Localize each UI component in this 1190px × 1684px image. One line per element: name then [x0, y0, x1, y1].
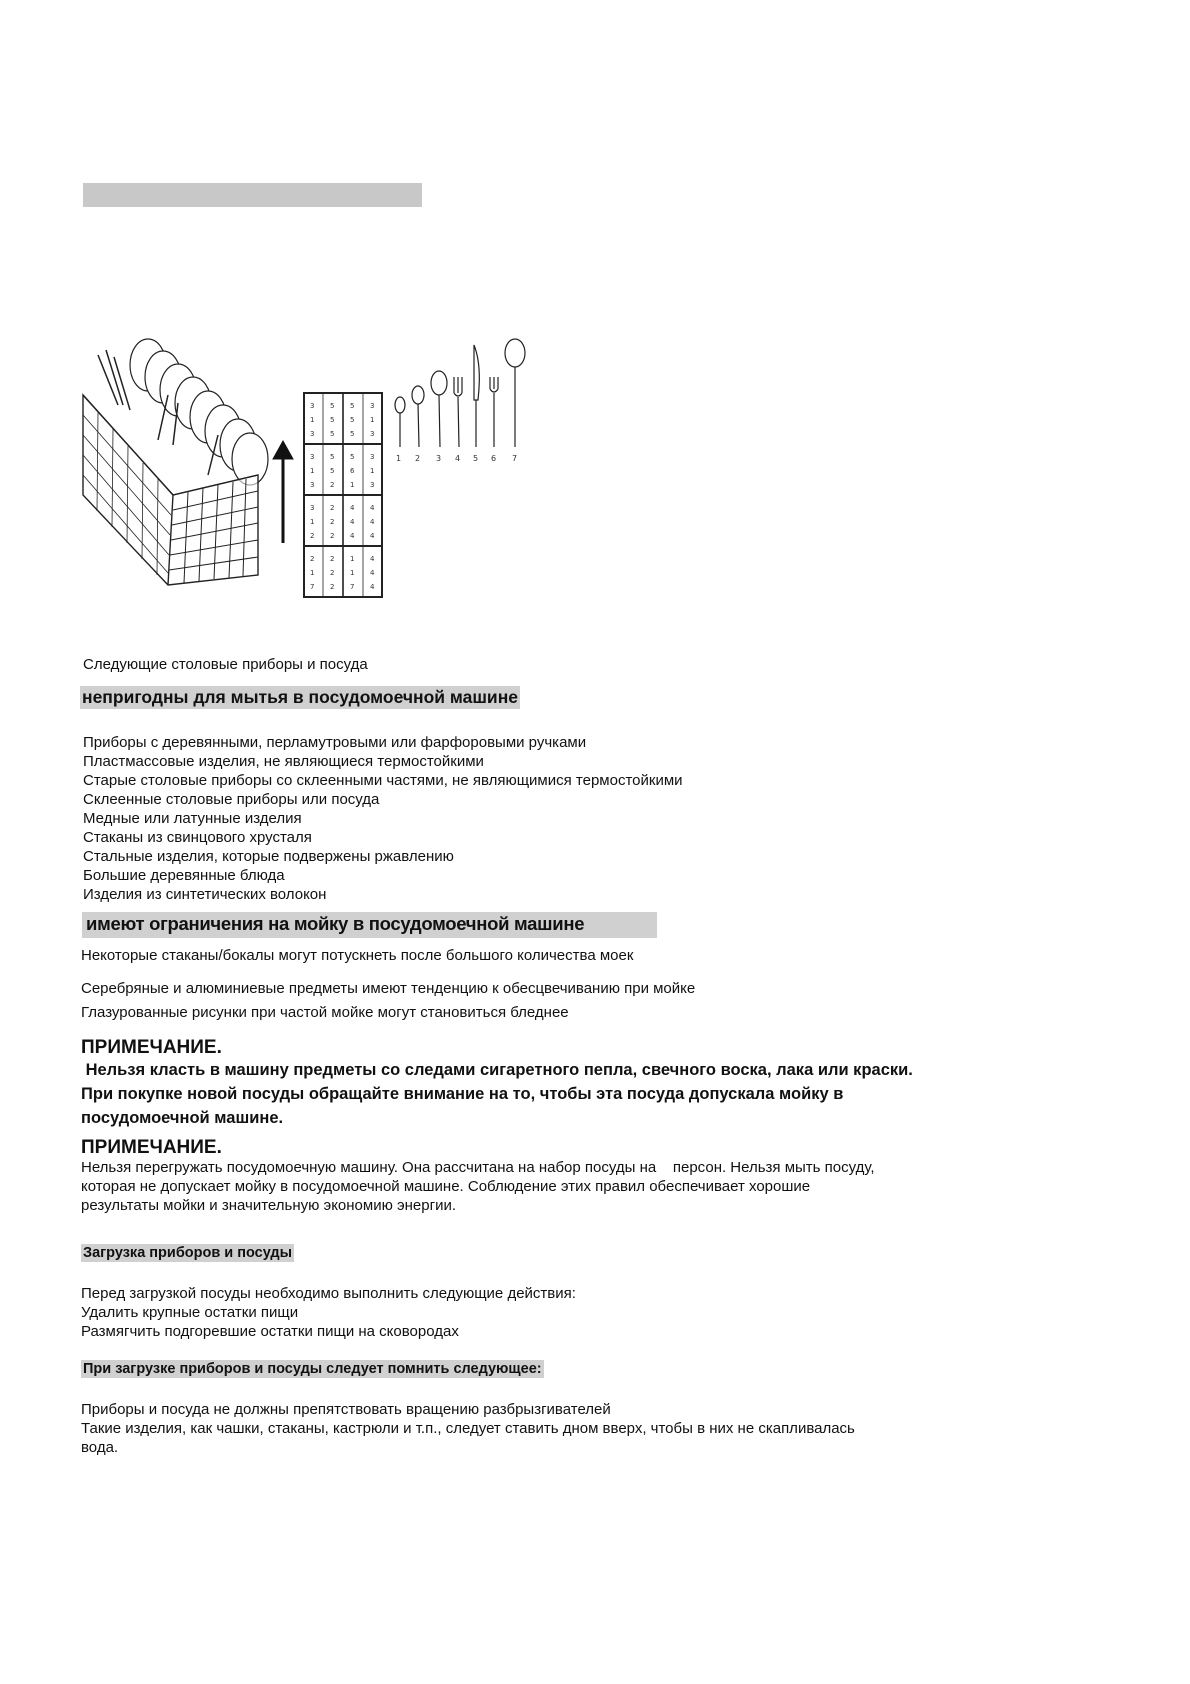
grid-number: 2	[330, 583, 335, 591]
limited-item-3: Глазурованные рисунки при частой мойке могут становиться бледнее	[81, 1004, 569, 1021]
grid-number: 4	[370, 504, 375, 512]
loading-line: Удалить крупные остатки пищи	[81, 1304, 299, 1321]
grid-number: 4	[370, 532, 375, 540]
grid-number: 2	[330, 555, 335, 563]
limited-item-2: Серебряные и алюминиевые предметы имеют тенденцию к обесцвечиванию при мойке	[81, 980, 696, 997]
note-2-body	[81, 1158, 875, 1215]
loading-line: Размягчить подгоревшие остатки пищи на сковородах	[81, 1323, 459, 1340]
grid-number: 5	[330, 430, 335, 438]
list-item: Медные или латунные изделия	[83, 810, 302, 827]
grid-number: 1	[310, 467, 315, 475]
grid-number: 5	[350, 416, 355, 424]
cutlery-basket-figure	[78, 335, 548, 615]
note-2-title: ПРИМЕЧАНИЕ.	[81, 1137, 222, 1158]
loading-body	[81, 1284, 576, 1341]
list-item: Приборы с деревянными, перламутровыми или фарфоровыми ручками	[83, 734, 587, 751]
list-item: Старые столовые приборы со склеенными частями, не являющимися термостойкими	[83, 772, 683, 789]
grid-number: 1	[310, 416, 315, 424]
grid-number: 6	[350, 467, 355, 475]
cutlery-number: 2	[415, 454, 421, 463]
header-bar	[83, 183, 422, 207]
limited-item-1: Некоторые стаканы/бокалы могут потускнеть после большого количества моек	[81, 947, 634, 964]
list-item: Стаканы из свинцового хрусталя	[83, 829, 312, 846]
cutlery-number: 5	[473, 454, 479, 463]
cutlery-number-labels	[396, 454, 517, 463]
note-2-line: Нельзя перегружать посудомоечную машину. Она рассчитана на набор посуды на персон. Нельзя мыть посуду,	[81, 1159, 875, 1176]
limited-heading: имеют ограничения на мойку в посудомоечной машине	[82, 912, 657, 938]
note-2-line: результаты мойки и значительную экономию энергии.	[81, 1197, 457, 1214]
remember-line: Такие изделия, как чашки, стаканы, кастрюли и т.п., следует ставить дном вверх, чтобы в них не скапливалась	[81, 1420, 855, 1437]
unsuitable-list	[83, 733, 683, 904]
grid-number: 2	[330, 504, 335, 512]
grid-number: 2	[330, 481, 335, 489]
cutlery-set-illustration	[395, 339, 525, 447]
grid-number: 4	[370, 569, 375, 577]
grid-number: 3	[370, 481, 375, 489]
intro-line: Следующие столовые приборы и посуда	[83, 656, 368, 673]
grid-number: 3	[310, 481, 315, 489]
grid-number: 7	[350, 583, 355, 591]
list-item: Изделия из синтетических волокон	[83, 886, 327, 903]
up-arrow-icon	[273, 441, 293, 543]
grid-number: 3	[310, 504, 315, 512]
grid-number: 4	[350, 504, 355, 512]
cutlery-number: 6	[491, 454, 497, 463]
grid-number: 5	[330, 402, 335, 410]
remember-line: Приборы и посуда не должны препятствовать вращению разбрызгивателей	[81, 1401, 611, 1418]
note-1-line: При покупке новой посуды обращайте внимание на то, чтобы эта посуда допускала мойку в	[81, 1085, 844, 1103]
loading-line: Перед загрузкой посуды необходимо выполнить следующие действия:	[81, 1285, 576, 1302]
grid-number: 7	[310, 583, 315, 591]
grid-number: 4	[370, 555, 375, 563]
cutlery-basket-illustration	[83, 339, 268, 585]
grid-number: 1	[370, 467, 375, 475]
cutlery-number: 3	[436, 454, 442, 463]
grid-number: 5	[330, 467, 335, 475]
grid-number: 5	[330, 453, 335, 461]
unsuitable-heading: непригодны для мытья в посудомоечной машине	[82, 687, 518, 707]
cutlery-number: 7	[512, 454, 518, 463]
grid-number: 3	[310, 430, 315, 438]
grid-number: 5	[350, 430, 355, 438]
grid-number: 2	[310, 555, 315, 563]
grid-number: 1	[350, 555, 355, 563]
grid-number: 3	[370, 430, 375, 438]
grid-number: 4	[350, 518, 355, 526]
grid-number: 5	[350, 402, 355, 410]
grid-number: 4	[370, 583, 375, 591]
note-1-body	[81, 1058, 913, 1130]
grid-number: 2	[310, 532, 315, 540]
remember-body	[81, 1400, 855, 1457]
grid-number: 1	[370, 416, 375, 424]
grid-number: 5	[330, 416, 335, 424]
list-item: Большие деревянные блюда	[83, 867, 285, 884]
grid-number: 2	[330, 518, 335, 526]
remember-line: вода.	[81, 1439, 119, 1456]
grid-number: 4	[370, 518, 375, 526]
note-1-title: ПРИМЕЧАНИЕ.	[81, 1037, 222, 1058]
cutlery-number: 1	[396, 454, 402, 463]
grid-number: 1	[350, 481, 355, 489]
grid-number: 1	[350, 569, 355, 577]
grid-number: 2	[330, 569, 335, 577]
grid-number: 1	[310, 518, 315, 526]
note-2-line: которая не допускает мойку в посудомоечной машине. Соблюдение этих правил обеспечивает хорошие	[81, 1178, 811, 1195]
grid-number: 5	[350, 453, 355, 461]
grid-number: 2	[330, 532, 335, 540]
grid-number: 3	[370, 453, 375, 461]
grid-number: 4	[350, 532, 355, 540]
grid-number: 3	[310, 453, 315, 461]
grid-number: 1	[310, 569, 315, 577]
list-item: Пластмассовые изделия, не являющиеся термостойкими	[83, 753, 484, 770]
grid-number: 3	[310, 402, 315, 410]
note-1-line: Нельзя класть в машину предметы со следами сигаретного пепла, свечного воска, лака или краски.	[81, 1061, 913, 1079]
remember-heading: При загрузке приборов и посуды следует помнить следующее:	[83, 1361, 542, 1377]
cutlery-number: 4	[455, 454, 461, 463]
loading-heading: Загрузка приборов и посуды	[83, 1245, 293, 1261]
list-item: Склеенные столовые приборы или посуда	[83, 791, 380, 808]
list-item: Стальные изделия, которые подвержены ржавлению	[83, 848, 454, 865]
note-1-line: посудомоечной машине.	[81, 1109, 284, 1127]
grid-number: 3	[370, 402, 375, 410]
